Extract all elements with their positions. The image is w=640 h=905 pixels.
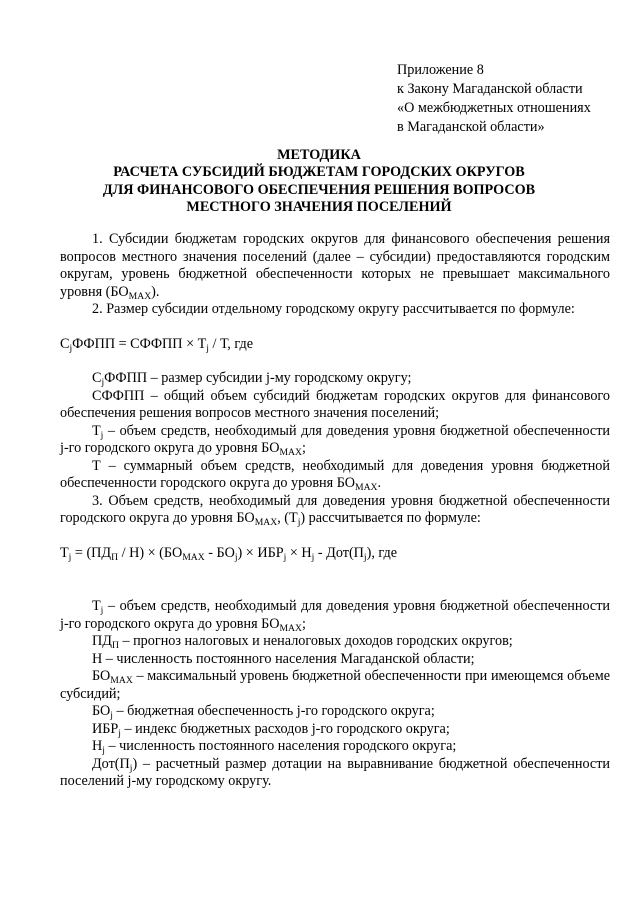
- formula: [60, 336, 610, 354]
- paragraph: [60, 493, 610, 528]
- text-run: / Н) × (БО: [118, 544, 183, 561]
- subscript-text: П: [111, 551, 119, 563]
- paragraph: [60, 231, 610, 301]
- text-run: ).: [151, 283, 160, 300]
- text-run: – прогноз налоговых и неналоговых доходов городских округов;: [118, 633, 513, 649]
- text-run: СФФПП – общий объем субсидий бюджетам городских округов для финансового обеспечения решения вопросов местного значения поселений;: [60, 387, 610, 421]
- paragraph: [60, 458, 610, 493]
- subscript-text: j: [129, 762, 133, 774]
- text-run: – численность постоянного населения городского округа;: [104, 738, 457, 754]
- text-run: 2. Размер субсидии отдельному городскому округу рассчитывается по формуле:: [92, 301, 575, 317]
- subscript-text: j: [283, 551, 287, 563]
- subscript-text: j: [118, 727, 121, 739]
- subscript-text: MAX: [182, 551, 205, 563]
- text-run: Т: [92, 598, 101, 614]
- subscript-text: j: [100, 429, 104, 441]
- text-run: – объем средств, необходимый для доведения уровня бюджетной обеспеченности j-го городского округа до уровня БО: [60, 598, 610, 632]
- text-run: ;: [301, 440, 306, 456]
- paragraph: [60, 598, 610, 633]
- subscript-text: j: [101, 376, 105, 388]
- text-run: ИБР: [92, 720, 119, 737]
- subscript-text: MAX: [355, 481, 378, 493]
- text-run: ) × ИБР: [237, 544, 284, 561]
- appendix-line: в Магаданской области»: [397, 119, 545, 135]
- text-run: 3. Объем средств, необходимый для доведения уровня бюджетной обеспеченности городского округа до уровня БО: [60, 492, 610, 526]
- text-run: ;: [301, 615, 306, 632]
- subscript-text: MAX: [110, 674, 133, 686]
- paragraph: [60, 668, 610, 703]
- paragraph: [60, 633, 610, 651]
- text-run: × Н: [286, 544, 312, 561]
- paragraph: [60, 423, 610, 458]
- paragraph: [60, 756, 610, 791]
- text-run: ), где: [366, 544, 398, 561]
- subscript-text: MAX: [279, 446, 302, 458]
- appendix-header: [397, 61, 591, 137]
- paragraph: [60, 301, 610, 319]
- paragraph: [60, 651, 610, 669]
- subscript-text: j: [206, 342, 209, 354]
- appendix-line: Приложение 8: [397, 62, 484, 78]
- document-title: [60, 147, 578, 217]
- subscript-text: j: [68, 551, 72, 563]
- text-run: С: [92, 370, 102, 386]
- text-run: С: [60, 335, 70, 352]
- appendix-line: к Закону Магаданской области: [397, 81, 583, 97]
- text-run: 1. Субсидии бюджетам городских округов для финансового обеспечения решения вопросов местного значения поселений (далее – субсидии) предоставляются городским округам, уровень бюджетной обеспеченности которых не превышает максимального уровня (БО: [60, 231, 610, 300]
- text-run: Т: [92, 422, 101, 439]
- subscript-text: j: [102, 744, 105, 756]
- text-run: – бюджетная обеспеченность j-го городского округа;: [112, 703, 435, 719]
- subscript-text: j: [311, 551, 315, 563]
- subscript-text: MAX: [279, 622, 302, 634]
- document-body: [60, 231, 610, 791]
- text-run: ПД: [92, 633, 112, 649]
- title-line: РАСЧЕТА СУБСИДИЙ БЮДЖЕТАМ ГОРОДСКИХ ОКРУГОВ: [113, 164, 525, 181]
- text-run: – максимальный уровень бюджетной обеспеченности при имеющемся объеме субсидий;: [60, 668, 610, 702]
- subscript-text: MAX: [128, 290, 152, 302]
- paragraph: [60, 721, 610, 739]
- subscript-text: j: [297, 516, 301, 528]
- text-run: – индекс бюджетных расходов j-го городского округа;: [120, 720, 450, 737]
- text-run: – объем средств, необходимый для доведения уровня бюджетной обеспеченности j-го городского округа до уровня БО: [60, 422, 610, 456]
- text-run: ) – расчетный размер дотации на выравнивание бюджетной обеспеченности поселений j-му городскому округу.: [60, 755, 610, 789]
- text-run: .: [377, 475, 382, 491]
- text-run: БО: [92, 703, 111, 719]
- appendix-line: «О межбюджетных отношениях: [397, 100, 591, 116]
- text-run: ФФПП – размер субсидии j-му городскому округу;: [104, 370, 412, 386]
- subscript-text: j: [69, 342, 73, 354]
- text-run: / Т, где: [208, 335, 253, 352]
- text-run: = (ПД: [71, 544, 112, 561]
- subscript-text: П: [111, 639, 119, 651]
- text-run: Н – численность постоянного населения Магаданской области;: [92, 650, 475, 667]
- title-line: МЕТОДИКА: [277, 147, 361, 163]
- subscript-text: j: [234, 551, 238, 563]
- text-run: Т – суммарный объем средств, необходимый для доведения уровня бюджетной обеспеченности городского округа до уровня БО: [60, 457, 610, 491]
- paragraph: [60, 370, 610, 388]
- subscript-text: j: [110, 709, 113, 721]
- text-run: БО: [92, 668, 111, 684]
- text-run: , (Т: [277, 510, 298, 526]
- text-run: ФФПП = СФФПП × Т: [72, 335, 207, 352]
- text-run: Н: [92, 738, 103, 754]
- subscript-text: j: [100, 604, 104, 616]
- text-run: Т: [60, 544, 69, 561]
- subscript-text: j: [363, 551, 367, 563]
- paragraph: [60, 738, 610, 756]
- text-run: - Дот(П: [314, 544, 364, 561]
- subscript-text: MAX: [254, 516, 278, 528]
- text-run: ) рассчитывается по формуле:: [300, 510, 481, 526]
- title-line: ДЛЯ ФИНАНСОВОГО ОБЕСПЕЧЕНИЯ РЕШЕНИЯ ВОПРОСОВ: [102, 181, 536, 198]
- paragraph: [60, 388, 610, 423]
- formula: [60, 545, 610, 563]
- text-run: - БО: [204, 544, 235, 561]
- title-line: МЕСТНОГО ЗНАЧЕНИЯ ПОСЕЛЕНИЙ: [186, 199, 452, 216]
- paragraph: [60, 703, 610, 721]
- text-run: Дот(П: [92, 755, 130, 772]
